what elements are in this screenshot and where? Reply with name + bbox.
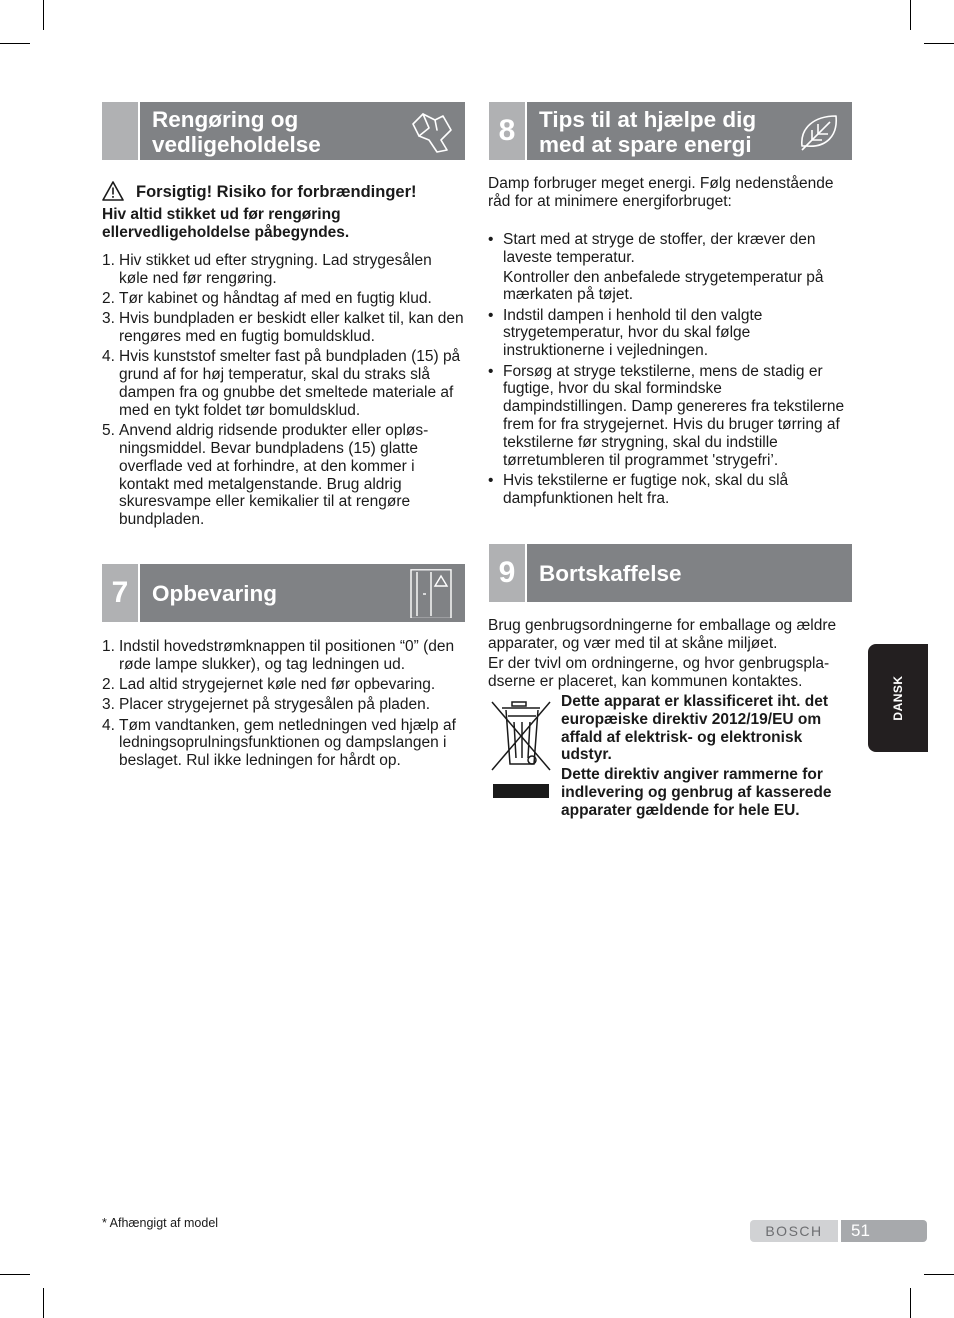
list-item: 4. Tøm vandtanken, gem netledningen ved hjælp af ledningsoprulningsfunktionen og dampslangen i beslaget. Rul ikke ledningen for hårdt op.	[102, 716, 456, 770]
section-header-energy	[489, 102, 852, 160]
crop-mark	[43, 0, 44, 30]
section-title: Opbevaring	[152, 581, 278, 606]
cleaning-steps	[102, 252, 465, 531]
list-item: 3. Hvis bundpladen er beskidt eller kalket til, kan den rengøres med en fugtig bomuldsklud.	[102, 310, 464, 346]
list-item: • Forsøg at stryge tekstilerne, mens de stadig er fugtige, hvor du skal formindske dampindstillingen. Damp genereres fra tekstilerne frem for fra strygejernet. Hvis du bruger tørring af tekstilerne før strygning, skal du indstille tørretumbleren til programmet 'strygefri’.	[488, 362, 845, 469]
list-item: • Start med at stryge de stoffer, der kræver den laveste temperatur. Kontroller den anbefalede strygetemperatur på mærkaten på tøjet.	[488, 231, 824, 304]
section-number-box	[102, 102, 140, 160]
section-number: 9	[489, 544, 527, 602]
list-item: 5. Anvend aldrig ridsende produkter eller opløs-ningsmiddel. Bevar bundpladens (15) glatte overflade ved at forhindre, at den kommer i kontakt med metalgenstande. Brug aldrig skuresvampe eller kemikalier til at rengøre bundpladen.	[102, 422, 429, 529]
list-item: • Indstil dampen i henhold til den valgte strygetemperatur, hvor du skal følge instruktionerne i vejledningen.	[488, 306, 763, 360]
warning-title: Forsigtig! Risiko for forbrændinger!	[136, 183, 417, 201]
list-item: • Hvis tekstilerne er fugtige nok, skal du slå dampfunktionen helt fra.	[488, 471, 789, 507]
language-tab-label: DANSK	[891, 675, 905, 721]
crop-mark	[0, 1274, 30, 1275]
crop-mark	[910, 0, 911, 30]
hand-cleaning-icon	[407, 106, 457, 156]
disposal-paragraph: Brug genbrugsordningerne for emballage og ældre apparater, og vær med til at skåne miljøet.	[488, 617, 837, 652]
disposal-directive-scope: Dette direktiv angiver rammerne for indlevering og genbrug af kasserede apparater gældende for hele EU.	[561, 766, 832, 819]
page-number: 51	[841, 1220, 927, 1242]
wardrobe-iron-icon	[407, 568, 457, 618]
section-header-storage	[102, 564, 465, 622]
crop-mark	[910, 1288, 911, 1318]
list-item: 2. Tør kabinet og håndtag af med en fugtig klud.	[102, 290, 432, 308]
warning-text: Hiv altid stikket ud før rengøring ellervedligeholdelse påbegyndes.	[102, 205, 350, 241]
section-title: Bortskaffelse	[539, 561, 682, 586]
crop-mark	[0, 43, 30, 44]
list-item: 1. Indstil hovedstrømknappen til positionen “0” (den røde lampe slukker), og tag ledningen ud.	[102, 638, 455, 673]
footer-brand: BOSCH	[750, 1220, 838, 1242]
warning-triangle-icon	[102, 181, 124, 201]
section-title: Tips til at hjælpe dig med at spare energi	[539, 107, 757, 157]
crop-mark	[924, 43, 954, 44]
list-item: 4. Hvis kunststof smelter fast på bundpladen (15) på grund af for høj temperatur, skal du straks slå dampen fra og gnubbe det smeltede materiale af med en tykt foldet tør bomuldsklud.	[102, 348, 461, 419]
section-header-disposal	[489, 544, 852, 602]
leaf-icon	[794, 106, 844, 156]
section-number: 8	[489, 102, 527, 160]
footnote: * Afhængigt af model	[102, 1216, 219, 1230]
energy-tips	[488, 231, 850, 510]
disposal-paragraph: Er der tvivl om ordningerne, og hvor genbrugspla-dserne er placeret, kan kommunen kontaktes.	[488, 655, 830, 690]
weee-bin-icon	[490, 698, 552, 802]
language-tab	[868, 644, 928, 752]
storage-steps	[102, 638, 465, 773]
section-title: Rengøring og vedligeholdelse	[152, 107, 321, 157]
list-item: 2. Lad altid strygejernet køle ned før opbevaring.	[102, 676, 436, 694]
disposal-directive: Dette apparat er klassificeret iht. det europæiske direktiv 2012/19/EU om affald af elektrisk- og elektronisk udstyr.	[561, 693, 829, 764]
section-number: 7	[102, 564, 140, 622]
crop-mark	[43, 1288, 44, 1318]
energy-intro: Damp forbruger meget energi. Følg nedenstående råd for at minimere energiforbruget:	[488, 175, 834, 210]
warning-block	[102, 184, 465, 241]
crop-mark	[924, 1274, 954, 1275]
list-item: 3. Placer strygejernet på strygesålen på pladen.	[102, 696, 431, 714]
section-header-cleaning	[102, 102, 465, 160]
list-item: 1. Hiv stikket ud efter strygning. Lad strygesålen køle ned før rengøring.	[102, 252, 432, 287]
